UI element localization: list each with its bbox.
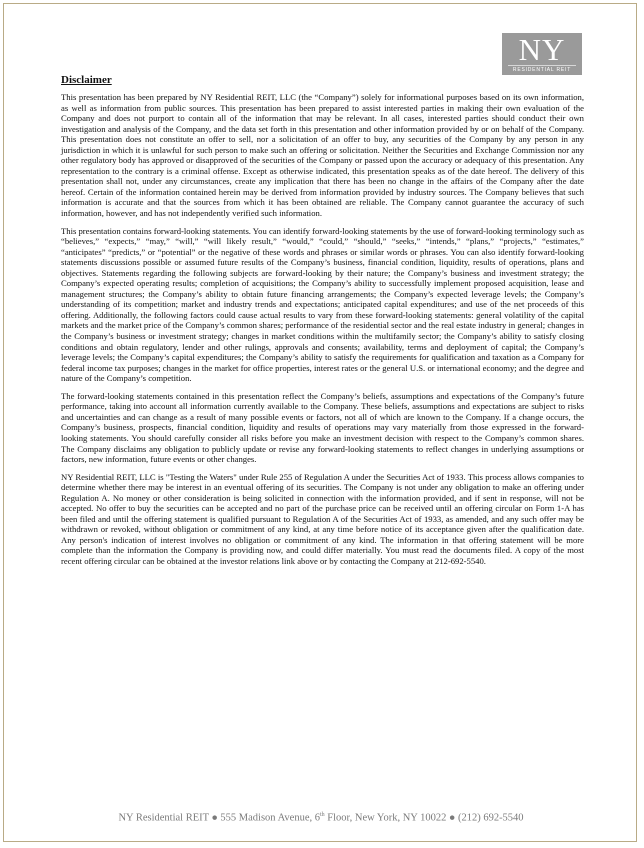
paragraph-beliefs: The forward-looking statements contained in this presentation reflect the Company’s beliefs, assumptions and expectations of the Company’s future performance, taking into account all information currently available to the Company. These beliefs, assumptions and expectations are subject to risks and uncertainties and can change as a result of many possible events or factors, not all of which are known to the Company. If a change occurs, the Company’s business, prospects, financial condition, liquidity and results of operations may vary materially from those expressed in the forward-looking statements. You should carefully consider all risks before you make an investment decision with respect to the Company’s common shares. The Company disclaims any obligation to publicly update or revise any forward-looking statements to reflect changes in underlying assumptions or factors, new information, future events or other changes. — [61, 390, 584, 465]
footer-ordinal: th — [319, 812, 325, 818]
disclaimer-content — [61, 73, 584, 574]
footer-address: NY Residential REIT ● 555 Madison Avenue, 6 — [118, 812, 320, 824]
footer-phone: Floor, New York, NY 10022 ● (212) 692-5540 — [324, 812, 524, 824]
paragraph-forward-looking: This presentation contains forward-looking statements. You can identify forward-looking statements by the use of forward-looking terminology such as “believes,” “expects,” “may,” “will,” “will likely result,” “would,” “could,” “should,” “seeks,” “intends,” “plans,” “projects,” “estimates,” “anticipates” “predicts,” or “potential” or the negative of these words and phrases or similar words or phrases. You can also identify forward-looking statements discussions possible or assumed future results of the Company’s business, financial condition, liquidity, results of operations, plans and objectives. Statements regarding the following subjects are forward-looking by their nature; the Company’s business and investment strategy; the Company’s expected operating results; completion of acquisitions; the Company’s ability to successfully implement proposed acquisition, lease and management structures; the Company’s ability to obtain future financing arrangements; the Company’s expected leverage levels; the Company’s understanding of its competition; market and industry trends and expectations; anticipated capital expenditures; and use of the net proceeds of this offering. Additionally, the following factors could cause actual results to vary from these forward-looking statements: general volatility of the capital markets and the market price of the Company’s common shares; performance of the residential sector and the real estate industry in general; changes in the Company’s business or investment strategy; changes in market conditions within the multifamily sector; the Company’s ability to satisfy closing conditions and obtain regulatory, lender and other rulings, approvals and consents; availability, terms and deployment of capital; the Company’s leverage levels; the Company’s capital expenditures; the Company’s ability to satisfy the requirements for qualification and taxation as a Company for federal income tax purposes; changes in the market for office properties, interest rates or the general U.S. or international economy; and the degree and nature of the Company’s competition. — [61, 225, 584, 384]
document-page — [3, 3, 637, 842]
paragraph-regulation-a: NY Residential REIT, LLC is "Testing the Waters" under Rule 255 of Regulation A under the Securities Act of 1933. This process allows companies to determine whether there may be interest in an eventual offering of its securities. The Company is not under any obligation to make an offering under Regulation A. No money or other consideration is being solicited in connection with the information provided, and if sent in response, will not be accepted. No offer to buy the securities can be accepted and no part of the purchase price can be received until an offering circular on Form 1-A has been filed and until the offering statement is qualified pursuant to Regulation A of the Securities Act of 1933, as amended, and any such offer may be withdrawn or revoked, without obligation or commitment of any kind, at any time before notice of its acceptance given after the qualification date. Any person's indication of interest involves no obligation or commitment of any kind. The information in that offering statement will be more complete than the information the Company is providing now, and could differ materially. You must read the documents filed. A copy of the most recent offering circular can be obtained at the investor relations link above or by contacting the Company at 212-692-5540. — [61, 471, 584, 566]
logo-mark: NY — [518, 32, 566, 67]
company-logo — [502, 33, 582, 75]
paragraph-general: This presentation has been prepared by NY Residential REIT, LLC (the “Company”) solely for informational purposes based on its own information, as well as information from public sources. This presentation has been prepared to assist interested parties in making their own evaluation of the Company and does not purport to contain all of the information that may be relevant. In all cases, interested parties should conduct their own investigation and analysis of the Company, and the data set forth in this presentation and other information provided by or on behalf of the Company. This presentation does not constitute an offer to sell, nor a solicitation of an offer to buy, any securities of the Company by any person in any jurisdiction in which it is unlawful for such person to make such an offering or solicitation. Neither the Securities and Exchange Commission nor any other regulatory body has approved or disapproved of the securities of the Company or passed upon the accuracy or adequacy of this presentation. Any representation to the contrary is a criminal offense. Except as otherwise indicated, this presentation speaks as of the date hereof. The delivery of this presentation shall not, under any circumstances, create any implication that there has been no change in the affairs of the Company after the date hereof. Certain of the information contained herein may be derived from information provided by industry sources. The Company believes that such information is accurate and that the sources from which it has been obtained are reliable. The Company cannot guarantee the accuracy of such information, however, and has not independently verified such information. — [61, 92, 584, 219]
page-title: Disclaimer — [61, 74, 112, 86]
logo-subtitle: RESIDENTIAL REIT — [508, 65, 576, 74]
footer-contact — [4, 812, 638, 824]
